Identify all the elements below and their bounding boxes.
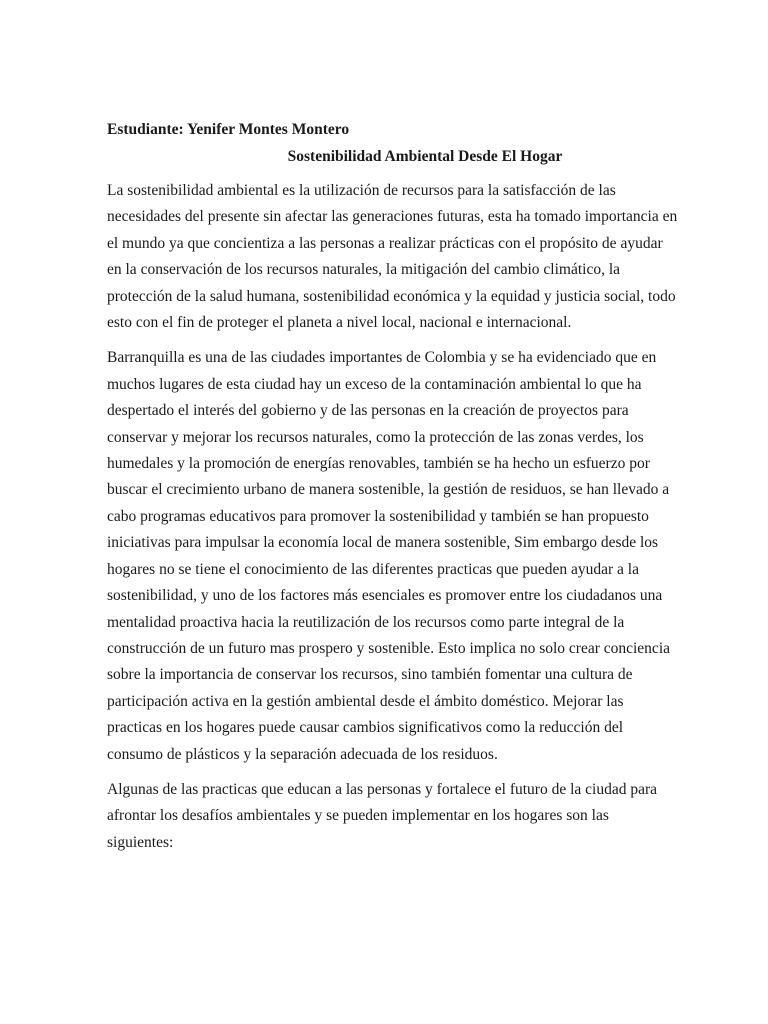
paragraph	[107, 178, 678, 336]
paragraph-line: participación activa en la gestión ambiental desde el ámbito doméstico. Mejorar las	[107, 692, 624, 710]
paragraph-line: esto con el fin de proteger el planeta a nivel local, nacional e internacional.	[107, 314, 572, 332]
paragraph-line: sobre la importancia de conservar los recursos, sino también fomentar una cultura de	[107, 666, 633, 684]
paragraph-line: practicas en los hogares puede causar cambios significativos como la reducción del	[107, 719, 624, 737]
paragraph-line: despertado el interés del gobierno y de las personas en la creación de proyectos para	[107, 402, 629, 420]
paragraph-line: Algunas de las practicas que educan a las personas y fortalece el futuro de la ciudad para	[107, 780, 658, 798]
paragraphs-container	[107, 178, 678, 856]
paragraph-line: Barranquilla es una de las ciudades importantes de Colombia y se ha evidenciado que en	[107, 349, 657, 367]
paragraph-line: consumo de plásticos y la separación adecuada de los residuos.	[107, 745, 498, 763]
paragraph-line: afrontar los desafíos ambientales y se pueden implementar en los hogares son las	[107, 807, 609, 825]
paragraph-line: muchos lugares de esta ciudad hay un exceso de la contaminación ambiental lo que ha	[107, 375, 642, 393]
paragraph-line: mentalidad proactiva hacia la reutilización de los recursos como parte integral de la	[107, 613, 625, 631]
paragraph-line: buscar el crecimiento urbano de manera sostenible, la gestión de residuos, se han llevado a	[107, 481, 670, 499]
paragraph	[107, 777, 663, 856]
paragraph-line: cabo programas educativos para promover la sostenibilidad y también se han propuesto	[107, 507, 649, 525]
document-title: Sostenibilidad Ambiental Desde El Hogar	[287, 148, 563, 165]
paragraph-line: protección de la salud humana, sostenibilidad económica y la equidad y justicia social, todo	[107, 287, 676, 305]
paragraph-line: sostenibilidad, y uno de los factores más esenciales es promover entre los ciudadanos una	[107, 587, 663, 605]
paragraph-line: conservar y mejorar los recursos naturales, como la protección de las zonas verdes, los	[107, 428, 644, 446]
paragraph	[107, 345, 671, 768]
paragraph-line: siguientes:	[107, 833, 174, 851]
document-body	[107, 116, 678, 865]
student-name: Estudiante: Yenifer Montes Montero	[107, 121, 350, 138]
paragraph-line: iniciativas para impulsar la economía local de manera sostenible, Sim embargo desde los	[107, 534, 659, 552]
paragraph-line: humedales y la promoción de energías renovables, también se ha hecho un esfuerzo por	[107, 455, 650, 473]
paragraph-line: La sostenibilidad ambiental es la utilización de recursos para la satisfacción de las	[107, 182, 616, 199]
paragraph-line: construcción de un futuro mas prospero y sostenible. Esto implica no solo crear conciencia	[107, 639, 671, 657]
paragraph-line: hogares no se tiene el conocimiento de las diferentes practicas que pueden ayudar a la	[107, 560, 639, 578]
paragraph-line: necesidades del presente sin afectar las generaciones futuras, esta ha tomado importancia en	[107, 208, 678, 226]
paragraph-line: el mundo ya que concientiza a las personas a realizar prácticas con el propósito de ayudar	[107, 234, 663, 252]
paragraph-line: en la conservación de los recursos naturales, la mitigación del cambio climático, la	[107, 261, 621, 279]
